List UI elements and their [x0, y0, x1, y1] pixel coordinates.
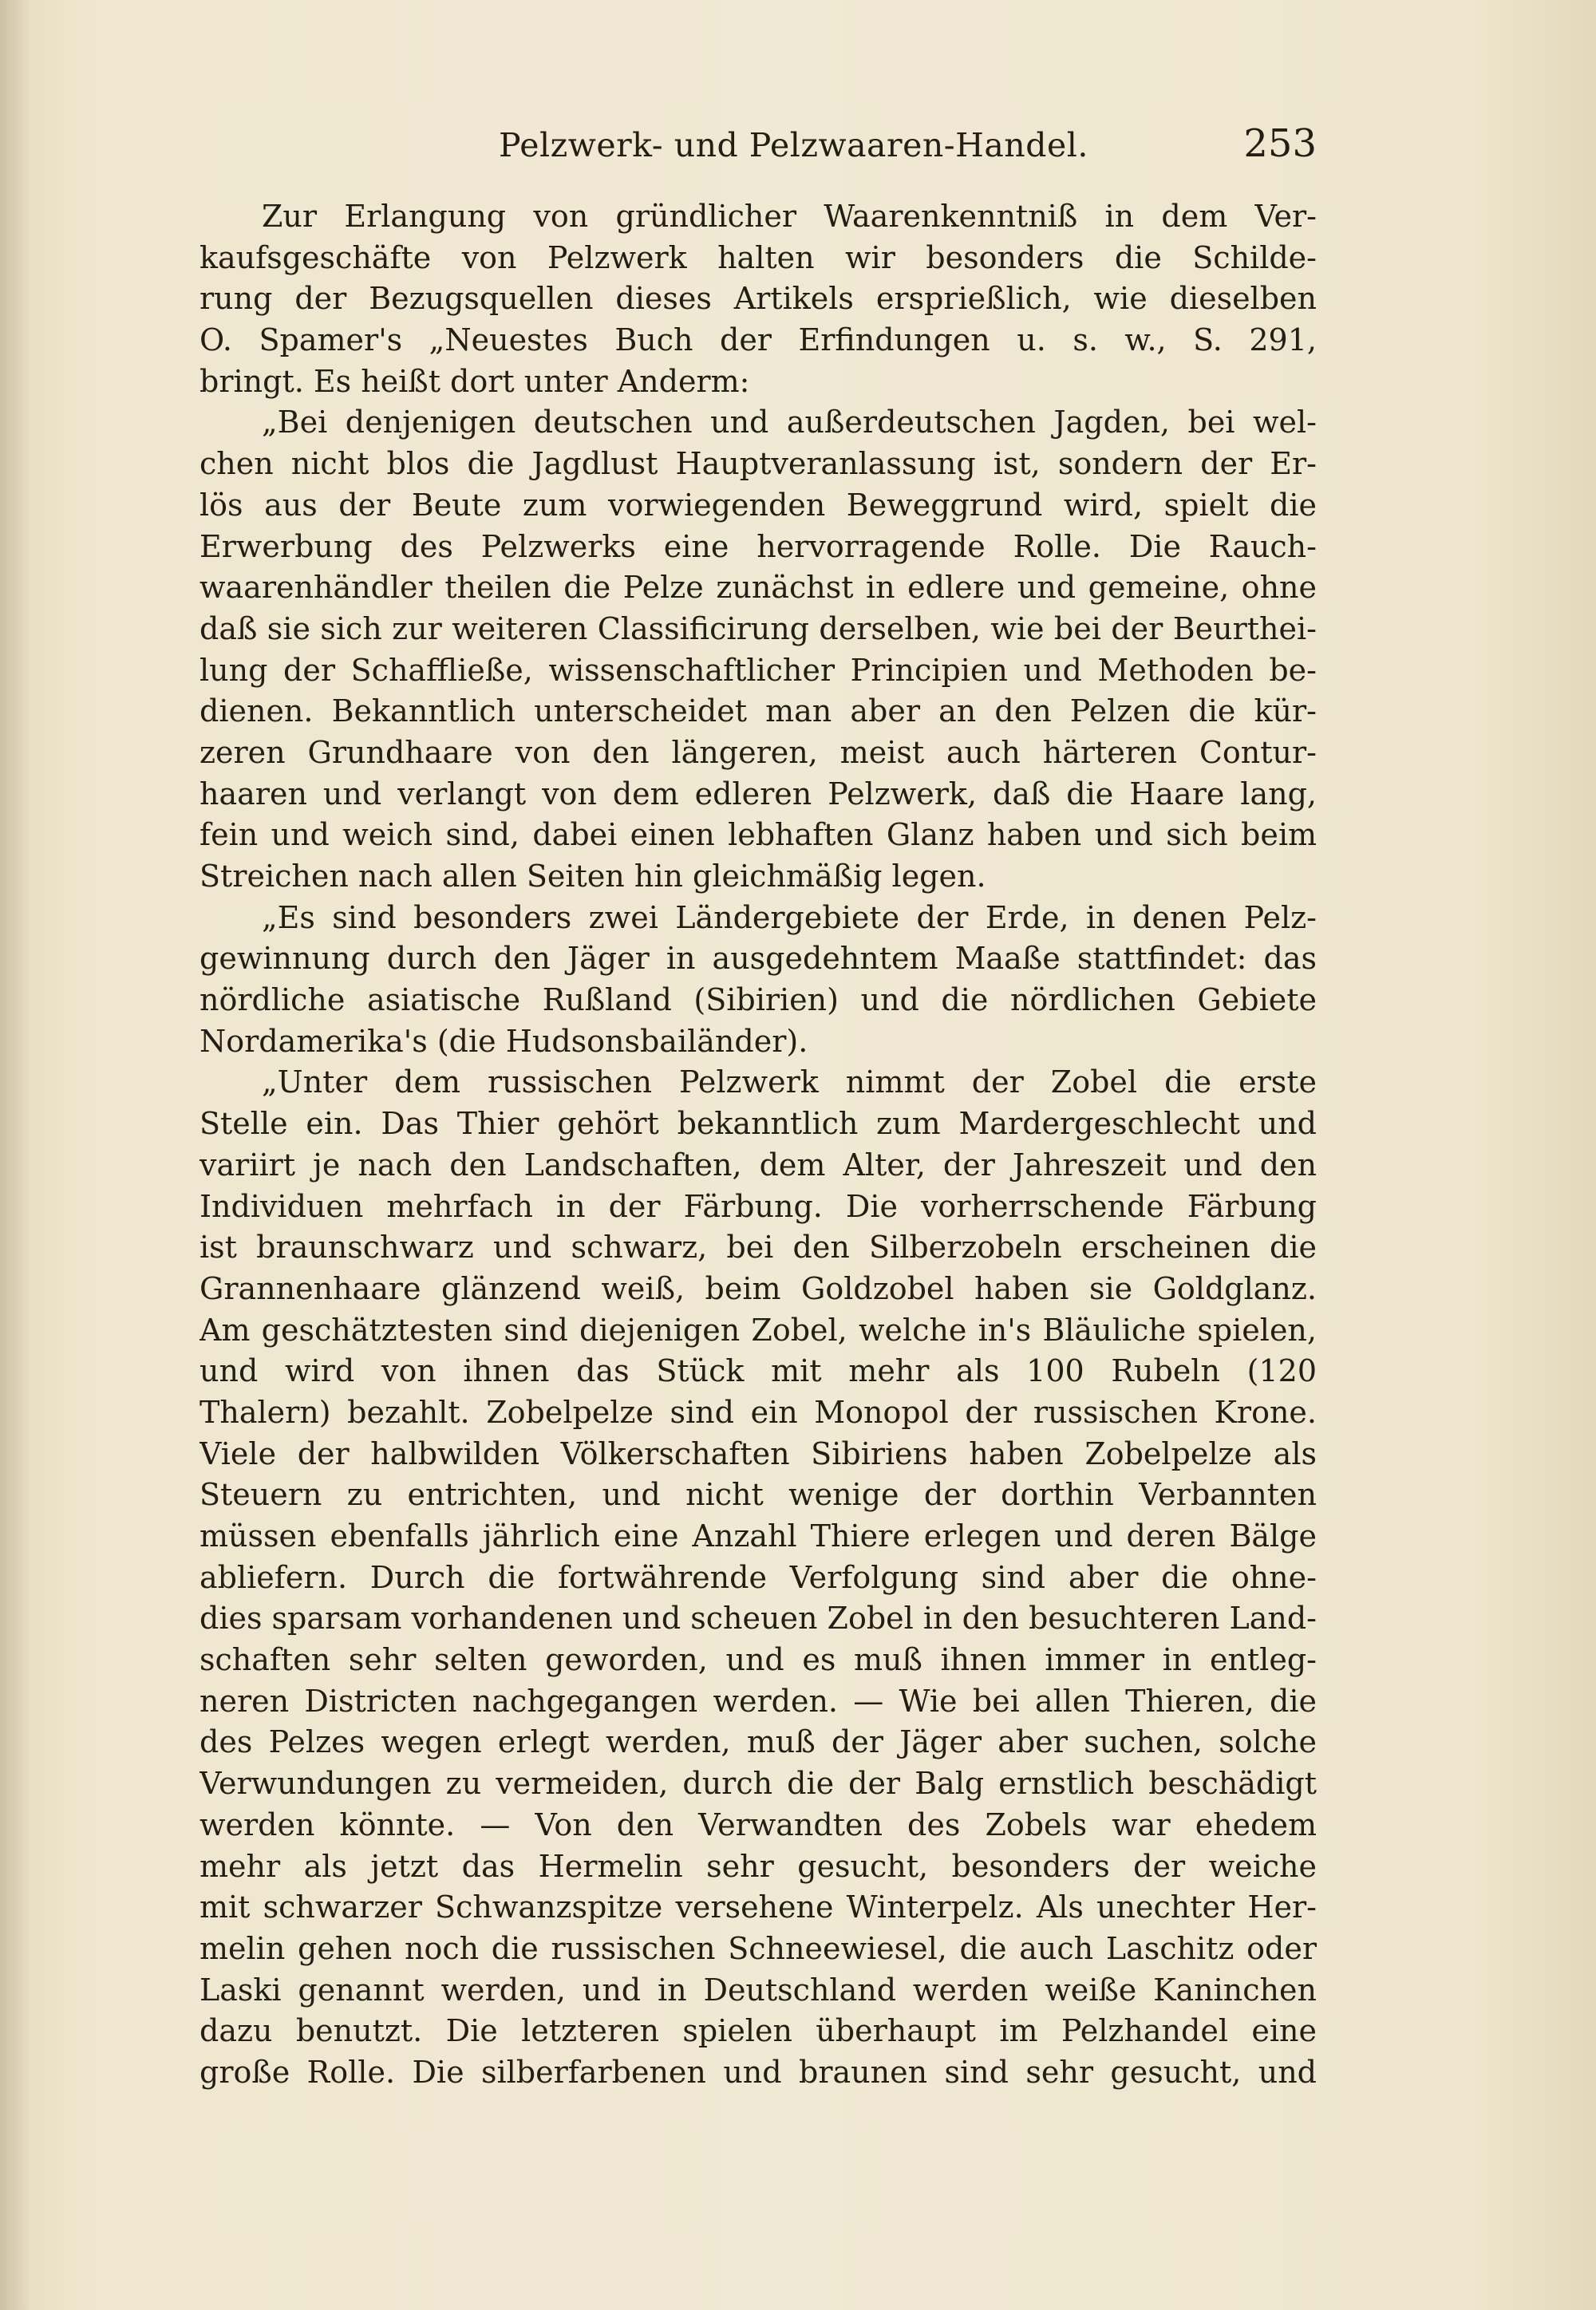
text-line: Zur Erlangung von gründlicher Waarenkenntniß in dem Ver- — [262, 199, 1317, 234]
text-line: mit schwarzer Schwanzspitze versehene Winterpelz. Als unechter Her- — [200, 1889, 1317, 1925]
text-line: „Bei denjenigen deutschen und außerdeutschen Jagden, bei wel- — [262, 405, 1317, 440]
text-line: waarenhändler theilen die Pelze zunächst in edlere und gemeine, ohne — [200, 570, 1317, 606]
text-line: variirt je nach den Landschaften, dem Alter, der Jahreszeit und den — [200, 1147, 1317, 1183]
text-line: müssen ebenfalls jährlich eine Anzahl Thiere erlegen und deren Bälge — [200, 1518, 1317, 1554]
text-line: haaren und verlangt von dem edleren Pelzwerk, daß die Haare lang, — [200, 776, 1317, 811]
text-line: kaufsgeschäfte von Pelzwerk halten wir besonders die Schilde- — [200, 239, 1317, 275]
text-line: O. Spamer's „Neuestes Buch der Erfindungen u. s. w., S. 291, — [200, 322, 1317, 358]
text-line: melin gehen noch die russischen Schneewiesel, die auch Laschitz oder — [200, 1930, 1317, 1966]
text-line: Grannenhaare glänzend weiß, beim Goldzobel haben sie Goldglanz. — [200, 1270, 1317, 1306]
text-line: Am geschätztesten sind diejenigen Zobel, welche in's Bläuliche spielen, — [200, 1312, 1317, 1348]
page-gutter-shadow — [0, 0, 32, 2310]
text-line: große Rolle. Die silberfarbenen und braunen sind sehr gesucht, und — [200, 2054, 1317, 2090]
text-line: Viele der halbwilden Völkerschaften Sibiriens haben Zobelpelze als — [200, 1435, 1317, 1471]
text-line: abliefern. Durch die fortwährende Verfolgung sind aber die ohne- — [200, 1559, 1317, 1595]
text-line: bringt. Es heißt dort unter Anderm: — [200, 363, 750, 399]
text-line: Thalern) bezahlt. Zobelpelze sind ein Monopol der russischen Krone. — [200, 1394, 1317, 1430]
text-line: lös aus der Beute zum vorwiegenden Beweggrund wird, spielt die — [200, 487, 1317, 523]
text-line: „Unter dem russischen Pelzwerk nimmt der Zobel die erste — [262, 1064, 1317, 1100]
body-text — [200, 196, 1317, 2094]
text-line: chen nicht blos die Jagdlust Hauptveranlassung ist, sondern der Er- — [200, 446, 1317, 482]
text-line: mehr als jetzt das Hermelin sehr gesucht, besonders der weiche — [200, 1848, 1317, 1884]
text-line: und wird von ihnen das Stück mit mehr als 100 Rubeln (120 — [200, 1353, 1317, 1389]
text-line: dienen. Bekanntlich unterscheidet man aber an den Pelzen die kür- — [200, 693, 1317, 729]
page-header — [200, 120, 1317, 168]
text-line: lung der Schaffließe, wissenschaftlicher Principien und Methoden be- — [200, 652, 1317, 688]
text-line: Individuen mehrfach in der Färbung. Die vorherrschende Färbung — [200, 1188, 1317, 1224]
text-line: schaften sehr selten geworden, und es muß ihnen immer in entleg- — [200, 1642, 1317, 1678]
text-line: Verwundungen zu vermeiden, durch die der Balg ernstlich beschädigt — [200, 1766, 1317, 1802]
text-line: Nordamerika's (die Hudsonsbailänder). — [200, 1023, 808, 1059]
text-line: fein und weich sind, dabei einen lebhaften Glanz haben und sich beim — [200, 817, 1317, 853]
text-line: nördliche asiatische Rußland (Sibirien) und die nördlichen Gebiete — [200, 982, 1317, 1018]
text-line: „Es sind besonders zwei Ländergebiete der Erde, in denen Pelz- — [262, 899, 1317, 935]
text-line: Streichen nach allen Seiten hin gleichmäßig legen. — [200, 859, 986, 894]
text-line: dies sparsam vorhandenen und scheuen Zobel in den besuchteren Land- — [200, 1601, 1317, 1637]
text-line: ist braunschwarz und schwarz, bei den Silberzobeln erscheinen die — [200, 1230, 1317, 1266]
text-line: des Pelzes wegen erlegt werden, muß der Jäger aber suchen, solche — [200, 1724, 1317, 1760]
text-line: dazu benutzt. Die letzteren spielen überhaupt im Pelzhandel eine — [200, 2013, 1317, 2049]
running-title: Pelzwerk- und Pelzwaaren-Handel. — [499, 126, 1088, 164]
text-line: rung der Bezugsquellen dieses Artikels ersprießlich, wie dieselben — [200, 281, 1317, 317]
text-line: Steuern zu entrichten, und nicht wenige der dorthin Verbannten — [200, 1477, 1317, 1513]
page-number: 253 — [1243, 121, 1317, 166]
text-line: neren Districten nachgegangen werden. — Wie bei allen Thieren, die — [200, 1683, 1317, 1719]
text-line: gewinnung durch den Jäger in ausgedehntem Maaße stattfindet: das — [200, 941, 1317, 977]
text-line: Laski genannt werden, und in Deutschland werden weiße Kaninchen — [200, 1972, 1317, 2008]
text-line: Stelle ein. Das Thier gehört bekanntlich zum Mardergeschlecht und — [200, 1106, 1317, 1142]
text-line: daß sie sich zur weiteren Classificirung derselben, wie bei der Beurthei- — [200, 610, 1317, 646]
text-line: zeren Grundhaare von den längeren, meist auch härteren Contur- — [200, 734, 1317, 770]
text-line: Erwerbung des Pelzwerks eine hervorragende Rolle. Die Rauch- — [200, 528, 1317, 564]
text-line: werden könnte. — Von den Verwandten des Zobels war ehedem — [200, 1807, 1317, 1842]
